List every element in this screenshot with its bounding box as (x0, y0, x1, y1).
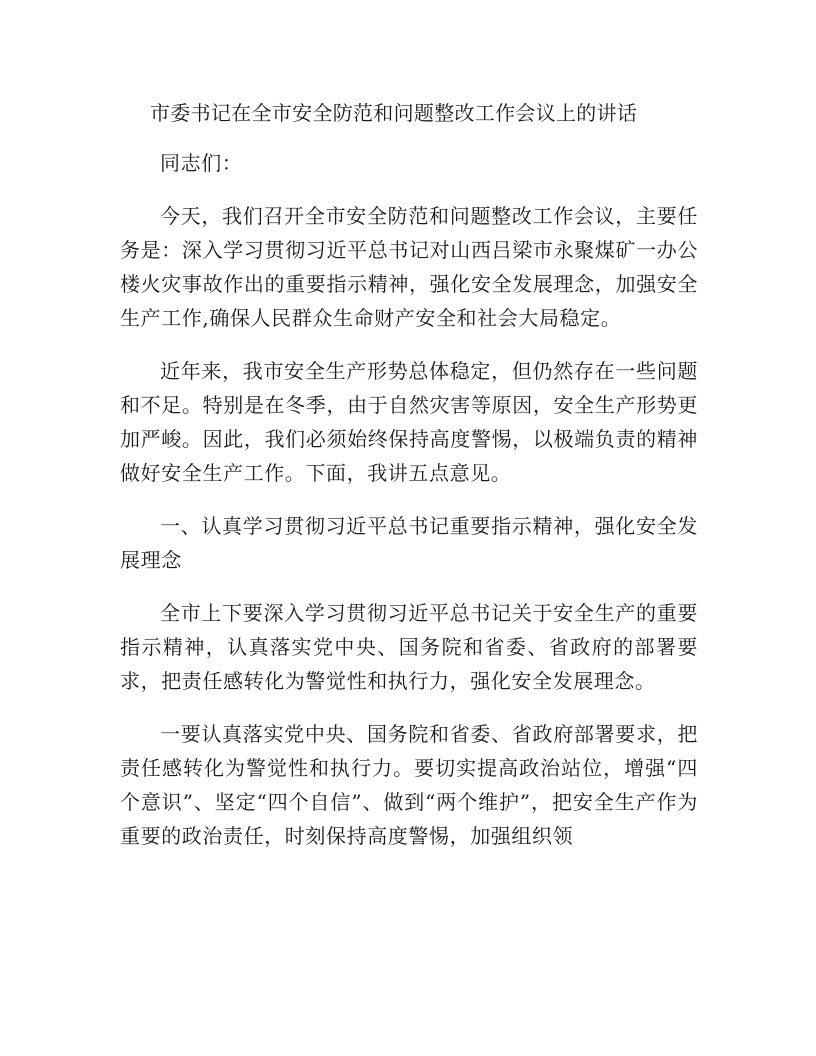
section-heading-1: 一、认真学习贯彻习近平总书记重要指示精神，强化安全发展理念 (120, 514, 698, 572)
paragraph-point-1: 一要认真落实党中央、国务院和省委、省政府部署要求，把责任感转化为警觉性和执行力。要切实提高政治站位，增强“四个意识”、坚定“四个自信”、做到“两个维护”，把安全生产作为重要的政治责任，时刻保持高度警惕，加强组织领 (120, 722, 698, 848)
document-body (120, 96, 698, 853)
greeting: 同志们： (160, 151, 243, 175)
paragraph-intro: 今天，我们召开全市安全防范和问题整改工作会议，主要任务是：深入学习贯彻习近平总书记对山西吕梁市永聚煤矿一办公楼火灾事故作出的重要指示精神，强化安全发展理念，加强安全生产工作,确保人民群众生命财产安全和社会大局稳定。 (120, 204, 698, 330)
paragraph-section-1: 全市上下要深入学习贯彻习近平总书记关于安全生产的重要指示精神，认真落实党中央、国务院和省委、省政府的部署要求，把责任感转化为警觉性和执行力，强化安全发展理念。 (120, 601, 698, 693)
paragraph-situation: 近年来，我市安全生产形势总体稳定，但仍然存在一些问题和不足。特别是在冬季，由于自然灾害等原因，安全生产形势更加严峻。因此，我们必须始终保持高度警惕，以极端负责的精神做好安全生产工作。下面，我讲五点意见。 (120, 359, 698, 485)
document-title: 市委书记在全市安全防范和问题整改工作会议上的讲话 (150, 101, 638, 125)
